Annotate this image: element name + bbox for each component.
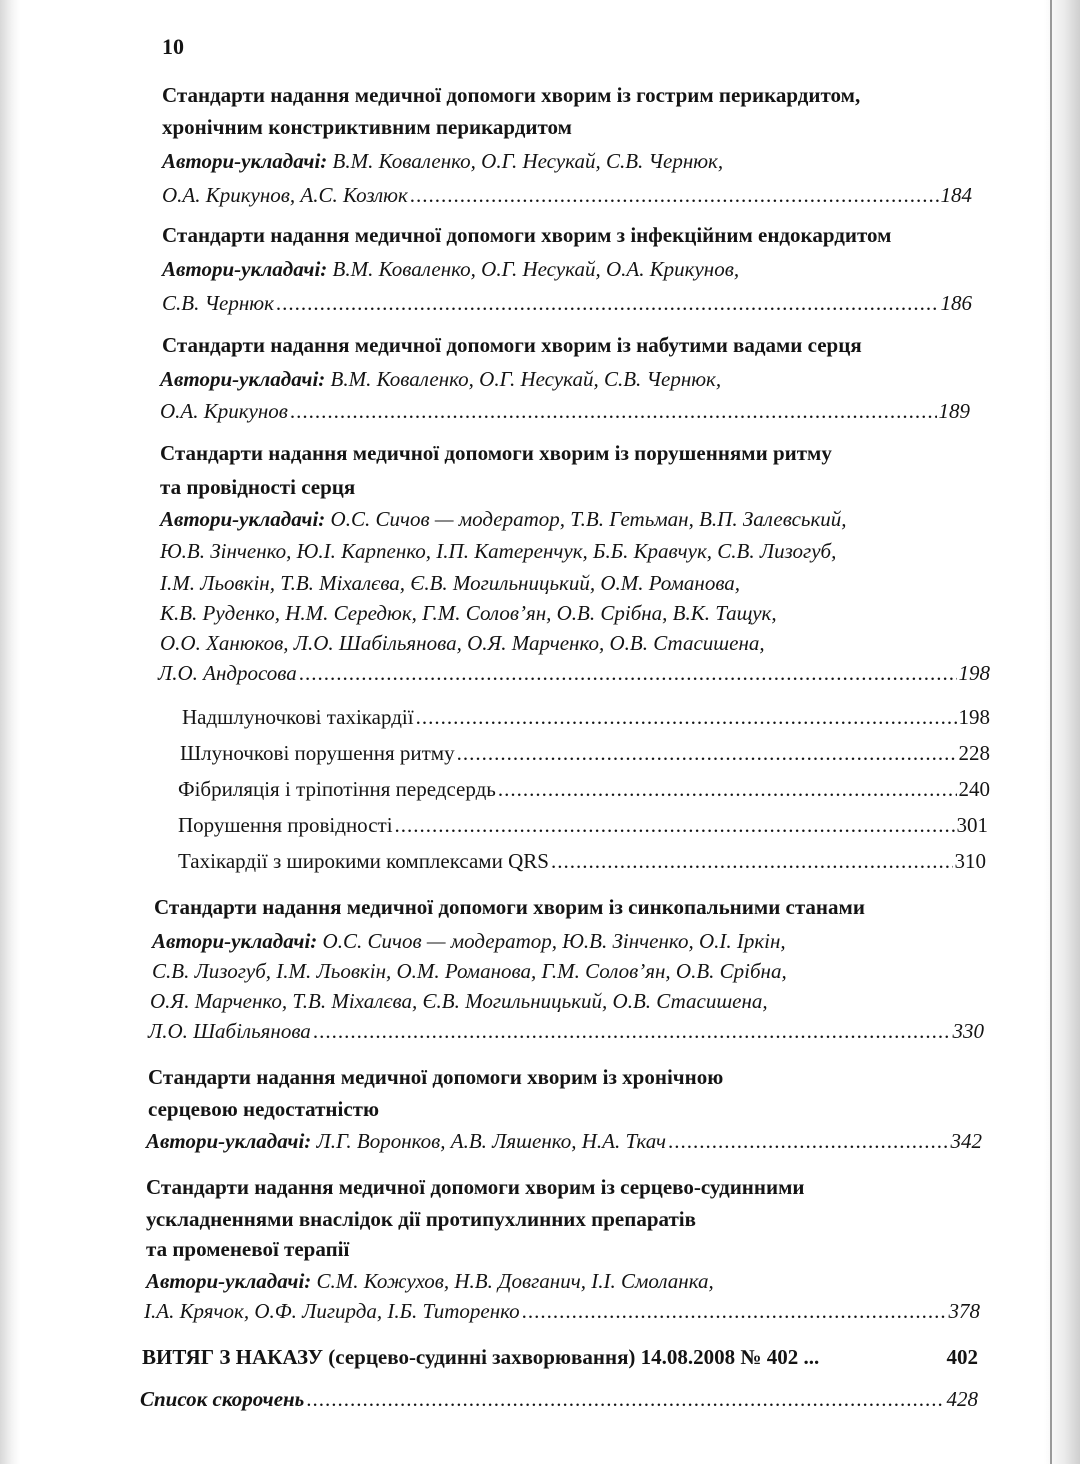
page-ref: 198 [958, 661, 990, 685]
page-ref: 198 [958, 705, 990, 729]
authors-names: О.Я. Марченко, Т.В. Міхалєва, Є.В. Могильницький, О.В. Стасишена, [150, 989, 768, 1013]
page-ref: 428 [946, 1387, 978, 1411]
authors-names: С.М. Кожухов, Н.В. Довганич, І.І. Смоланка, [316, 1269, 714, 1293]
page-ref: 310 [954, 849, 986, 873]
authors-label: Автори-укладачі: [160, 507, 326, 531]
authors-names: І.М. Льовкін, Т.В. Міхалєва, Є.В. Могильницький, О.М. Романова, [160, 571, 741, 595]
authors-label: Автори-укладачі: [162, 149, 328, 173]
authors-names: О.С. Сичов — модератор, Т.В. Гетьман, В.П. Залевський, [330, 507, 847, 531]
dot-leader [668, 1126, 949, 1156]
page-ref: 189 [938, 399, 970, 423]
authors-names: С.В. Лизогуб, І.М. Льовкін, О.М. Романова, Г.М. Солов’ян, О.В. Срібна, [152, 959, 787, 983]
toc-subentry[interactable] [180, 738, 990, 768]
section-title: Стандарти надання медичної допомоги хворим із хронічною [148, 1065, 724, 1089]
section-title: хронічним констриктивним перикардитом [162, 115, 572, 139]
toc-entry-extract[interactable] [142, 1342, 978, 1372]
authors-line [146, 1266, 714, 1296]
authors-label: Автори-укладачі: [162, 257, 328, 281]
toc-entry-abbreviations[interactable] [140, 1384, 978, 1414]
toc-subentry[interactable] [178, 810, 988, 840]
abbreviations-label: Список скорочень [140, 1387, 305, 1411]
toc-subentry[interactable] [178, 846, 986, 876]
subsection-label: Надшлуночкові тахікардії [182, 705, 414, 729]
section-title: Стандарти надання медичної допомоги хворим з інфекційним ендокардитом [162, 223, 892, 247]
subsection-label: Порушення провідності [178, 813, 393, 837]
dot-leader [276, 288, 939, 318]
dot-leader [498, 774, 957, 804]
authors-names: С.В. Чернюк [162, 291, 274, 315]
page-ref: 402 [946, 1345, 978, 1369]
toc-entry[interactable] [144, 1296, 980, 1326]
authors-names: К.В. Руденко, Н.М. Середюк, Г.М. Солов’ян, О.В. Срібна, В.К. Тащук, [160, 601, 777, 625]
section-title: Стандарти надання медичної допомоги хворим із синкопальними станами [154, 895, 865, 919]
authors-names: В.М. Коваленко, О.Г. Несукай, С.В. Чернюк, [332, 149, 724, 173]
authors-names: Л.О. Шабільянова [148, 1019, 311, 1043]
authors-names: О.С. Сичов — модератор, Ю.В. Зінченко, О.І. Іркін, [322, 929, 786, 953]
extract-label: ВИТЯГ З НАКАЗУ (серцево-судинні захворювання) 14.08.2008 № 402 ... [142, 1345, 820, 1369]
page-ref: 240 [958, 777, 990, 801]
toc-subentry[interactable] [178, 774, 990, 804]
page-ref: 378 [948, 1299, 980, 1323]
authors-label: Автори-укладачі: [160, 367, 326, 391]
page-ref: 342 [950, 1129, 982, 1153]
authors-label: Автори-укладачі: [152, 929, 318, 953]
page-number: 10 [162, 34, 184, 59]
authors-names: В.М. Коваленко, О.Г. Несукай, С.В. Чернюк, [330, 367, 722, 391]
page-ref: 184 [940, 183, 972, 207]
section-title: ускладненнями внаслідок дії протипухлинних препаратів [146, 1207, 696, 1231]
dot-leader [410, 180, 939, 210]
toc-entry[interactable] [162, 180, 972, 210]
section-title: Стандарти надання медичної допомоги хворим із серцево-судинними [146, 1175, 805, 1199]
section-title: серцевою недостатністю [148, 1097, 380, 1121]
toc-subentry[interactable] [182, 702, 990, 732]
authors-label: Автори-укладачі: [146, 1129, 312, 1153]
subsection-label: Фібриляція і тріпотіння передсердь [178, 777, 496, 801]
authors-line [160, 504, 847, 534]
dot-leader [522, 1296, 947, 1326]
subsection-label: Шлуночкові порушення ритму [180, 741, 455, 765]
authors-names: Л.Г. Воронков, А.В. Ляшенко, Н.А. Ткач [316, 1129, 666, 1153]
toc-entry[interactable] [160, 396, 970, 426]
authors-names: В.М. Коваленко, О.Г. Несукай, О.А. Крикунов, [332, 257, 740, 281]
authors-line [146, 1126, 666, 1156]
page-ref: 186 [940, 291, 972, 315]
section-title: та променевої терапії [146, 1237, 350, 1261]
authors-names: О.А. Крикунов, А.С. Козлюк [162, 183, 408, 207]
page-left-edge [0, 0, 20, 1464]
dot-leader [313, 1016, 951, 1046]
authors-names: Ю.В. Зінченко, Ю.І. Карпенко, І.П. Катеренчук, Б.Б. Кравчук, С.В. Лизогуб, [160, 539, 837, 563]
dot-leader [416, 702, 957, 732]
section-title: Стандарти надання медичної допомоги хворим із порушеннями ритму [160, 441, 832, 465]
authors-line [160, 364, 721, 394]
toc-entry[interactable] [162, 288, 972, 318]
section-title: Стандарти надання медичної допомоги хворим із набутими вадами серця [162, 333, 862, 357]
authors-line [162, 146, 723, 176]
subsection-label: Тахікардії з широкими комплексами QRS [178, 849, 549, 873]
authors-label: Автори-укладачі: [146, 1269, 312, 1293]
toc-entry[interactable] [146, 1126, 982, 1156]
section-title: та провідності серця [160, 475, 356, 499]
dot-leader [290, 396, 937, 426]
page-ref: 330 [952, 1019, 984, 1043]
authors-names: О.А. Крикунов [160, 399, 288, 423]
section-title: Стандарти надання медичної допомоги хворим із гострим перикардитом, [162, 83, 861, 107]
dot-leader [299, 658, 957, 688]
toc-entry[interactable] [148, 1016, 984, 1046]
toc-entry[interactable] [158, 658, 990, 688]
dot-leader [395, 810, 955, 840]
authors-line [152, 926, 786, 956]
page-ref: 301 [956, 813, 988, 837]
authors-names: Л.О. Андросова [158, 661, 297, 685]
authors-names: І.А. Крячок, О.Ф. Лигирда, І.Б. Титоренко [144, 1299, 520, 1323]
dot-leader [551, 846, 953, 876]
dot-leader [306, 1384, 944, 1414]
page-right-edge [1044, 0, 1080, 1464]
authors-line [162, 254, 739, 284]
authors-names: О.О. Ханюков, Л.О. Шабільянова, О.Я. Марченко, О.В. Стасишена, [160, 631, 765, 655]
dot-leader [457, 738, 957, 768]
page-ref: 228 [958, 741, 990, 765]
